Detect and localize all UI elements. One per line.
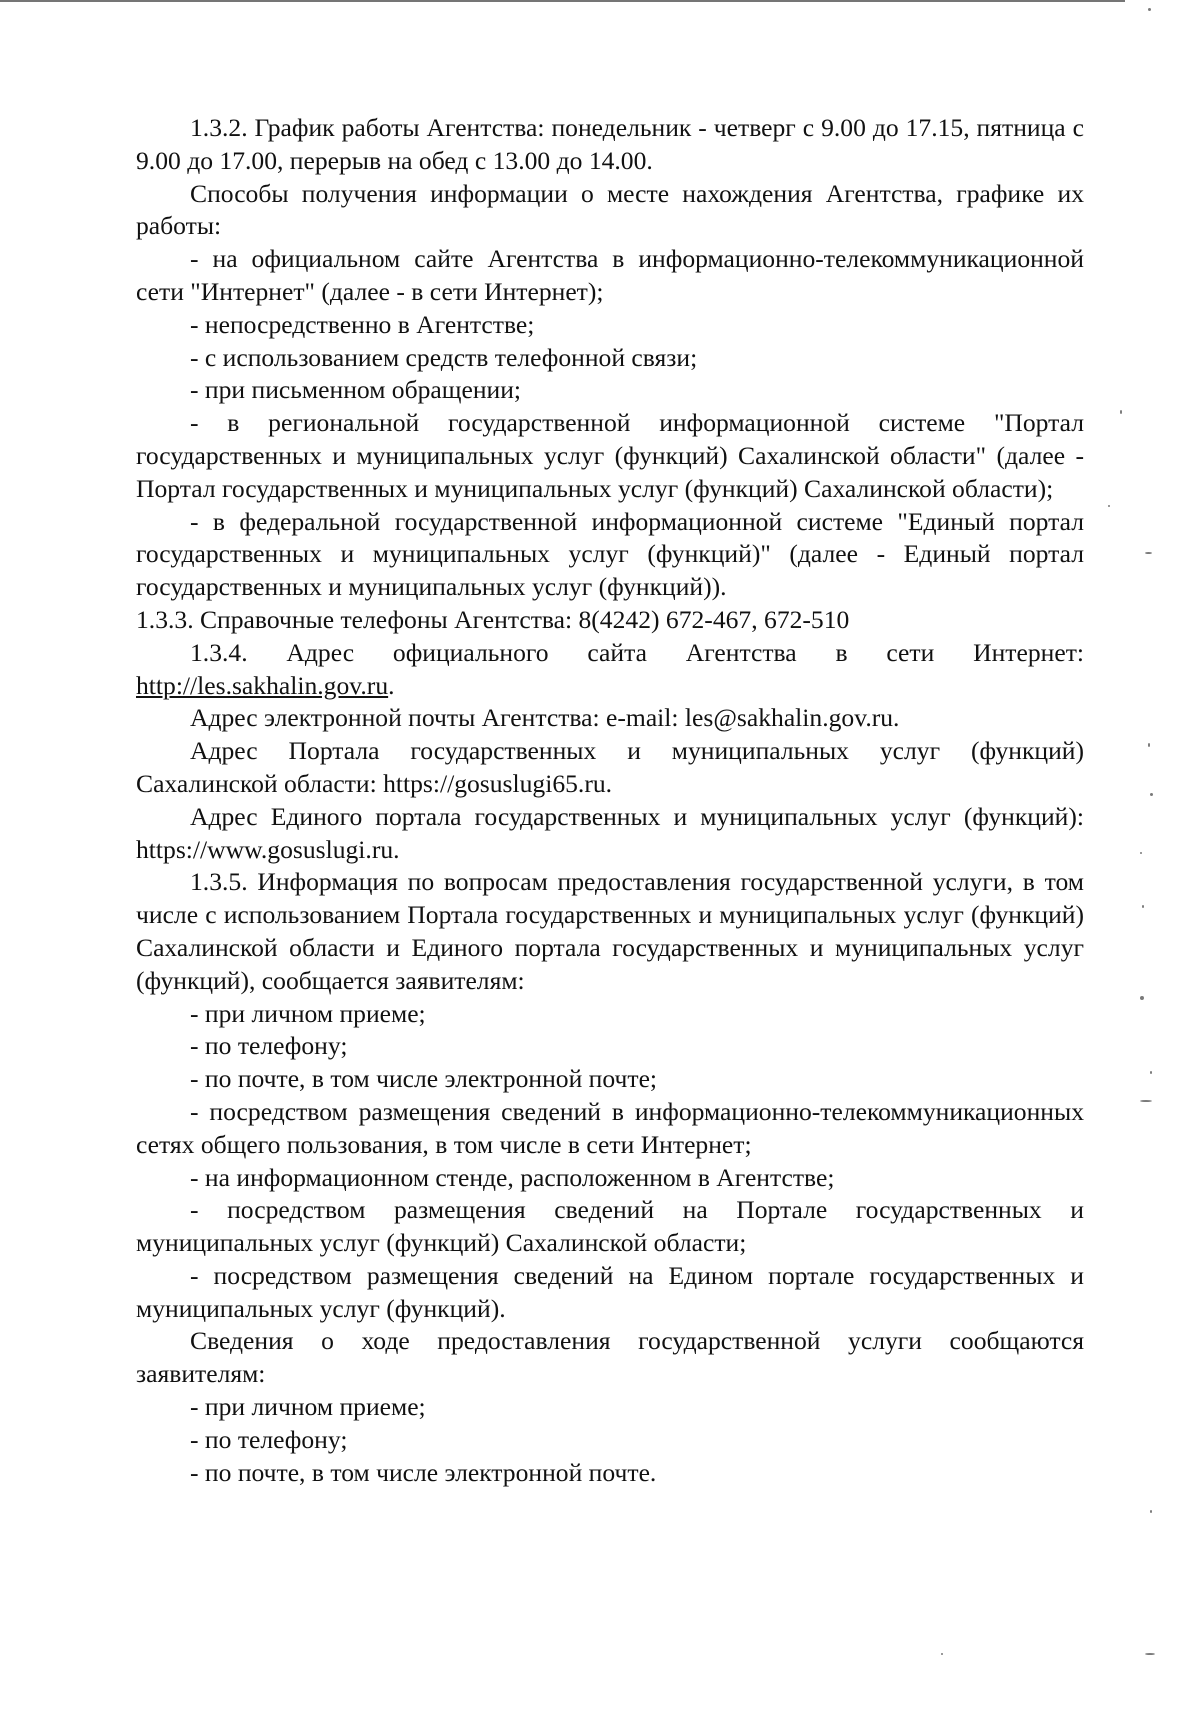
paragraph-info-provision: 1.3.5. Информация по вопросам предоставления государственной услуги, в том числе с использованием Портала государственных и муниципальных услуг (функций) Сахалинской области и Единого портала государственных и муниципальных услуг (функций), сообщается заявителям: [136,867,1084,995]
list-item-official-site: - на официальном сайте Агентства в информационно-телекоммуникационной сети "Интернет" (далее - в сети Интернет); [136,244,1084,306]
list-item-telecom-networks: - посредством размещения сведений в информационно-телекоммуникационных сетях общего пользования, в том числе в сети Интернет; [136,1096,1084,1159]
scan-speck [1150,1510,1152,1513]
scan-speck [1108,505,1110,507]
scan-speck [1150,1071,1152,1074]
scan-speck [1120,410,1122,414]
scan-speck [1150,793,1153,796]
scan-speck [1145,552,1152,554]
list-item-by-phone-2: - по телефону; [190,1424,348,1454]
site-address-tail: . [388,670,395,700]
site-address-label: 1.3.4. Адрес официального сайта Агентства в сети Интернет: [190,637,1084,667]
scan-speck [1140,1100,1152,1102]
paragraph-progress-info: Сведения о ходе предоставления государственной услуги сообщаются заявителям: [136,1326,1084,1389]
paragraph-info-methods: Способы получения информации о месте нахождения Агентства, графике их работы: [136,178,1084,241]
paragraph-regional-portal-address: Адрес Портала государственных и муниципальных услуг (функций) Сахалинской области: https://gosuslugi65.ru. [136,736,1084,798]
list-item-regional-portal-info: - посредством размещения сведений на Портале государственных и муниципальных услуг (функций) Сахалинской области; [136,1195,1084,1258]
list-item-federal-portal: - в федеральной государственной информационной системе "Единый портал государственных и муниципальных услуг (функций)" (далее - Единый портал государственных и муниципальных услуг (функций)). [136,506,1084,602]
list-item-personal-reception: - при личном приеме; [190,998,426,1028]
document-body [136,112,1084,1489]
scan-edge-line [0,0,1125,6]
scan-speck [1140,852,1142,854]
scan-speck [1148,8,1151,11]
paragraph-site-address [136,637,1084,703]
paragraph-federal-portal-address: Адрес Единого портала государственных и муниципальных услуг (функций): https://www.gosuslugi.ru. [136,801,1084,864]
list-item-by-mail: - по почте, в том числе электронной почте; [190,1064,658,1094]
list-item-info-stand: - на информационном стенде, расположенном в Агентстве; [190,1162,835,1192]
scan-speck [1140,996,1144,1000]
scan-speck [1145,1653,1155,1655]
list-item-personal-reception-2: - при личном приеме; [190,1392,426,1422]
list-item-in-agency: - непосредственно в Агентстве; [190,309,535,339]
paragraph-work-schedule: 1.3.2. График работы Агентства: понедельник - четверг с 9.00 до 17.15, пятница с 9.00 до 17.00, перерыв на обед с 13.00 до 14.00. [136,113,1084,175]
scan-speck [941,1653,943,1655]
list-item-by-phone: - по телефону; [190,1031,348,1061]
list-item-phone: - с использованием средств телефонной связи; [190,342,698,372]
list-item-written-request: - при письменном обращении; [190,375,522,405]
list-item-federal-portal-info: - посредством размещения сведений на Едином портале государственных и муниципальных услуг (функций). [136,1260,1084,1323]
paragraph-email: Адрес электронной почты Агентства: e-mail: les@sakhalin.gov.ru. [190,703,900,733]
list-item-regional-portal: - в региональной государственной информационной системе "Портал государственных и муниципальных услуг (функций) Сахалинской области" (далее - Портал государственных и муниципальных услуг (функций) Сахалинской области); [136,408,1084,503]
list-item-by-mail-2: - по почте, в том числе электронной почте. [190,1457,657,1487]
scan-speck [1142,905,1144,908]
paragraph-phones: 1.3.3. Справочные телефоны Агентства: 8(4242) 672-467, 672-510 [136,604,850,634]
site-address-link[interactable]: http://les.sakhalin.gov.ru [136,670,389,700]
scan-speck [1148,743,1150,747]
